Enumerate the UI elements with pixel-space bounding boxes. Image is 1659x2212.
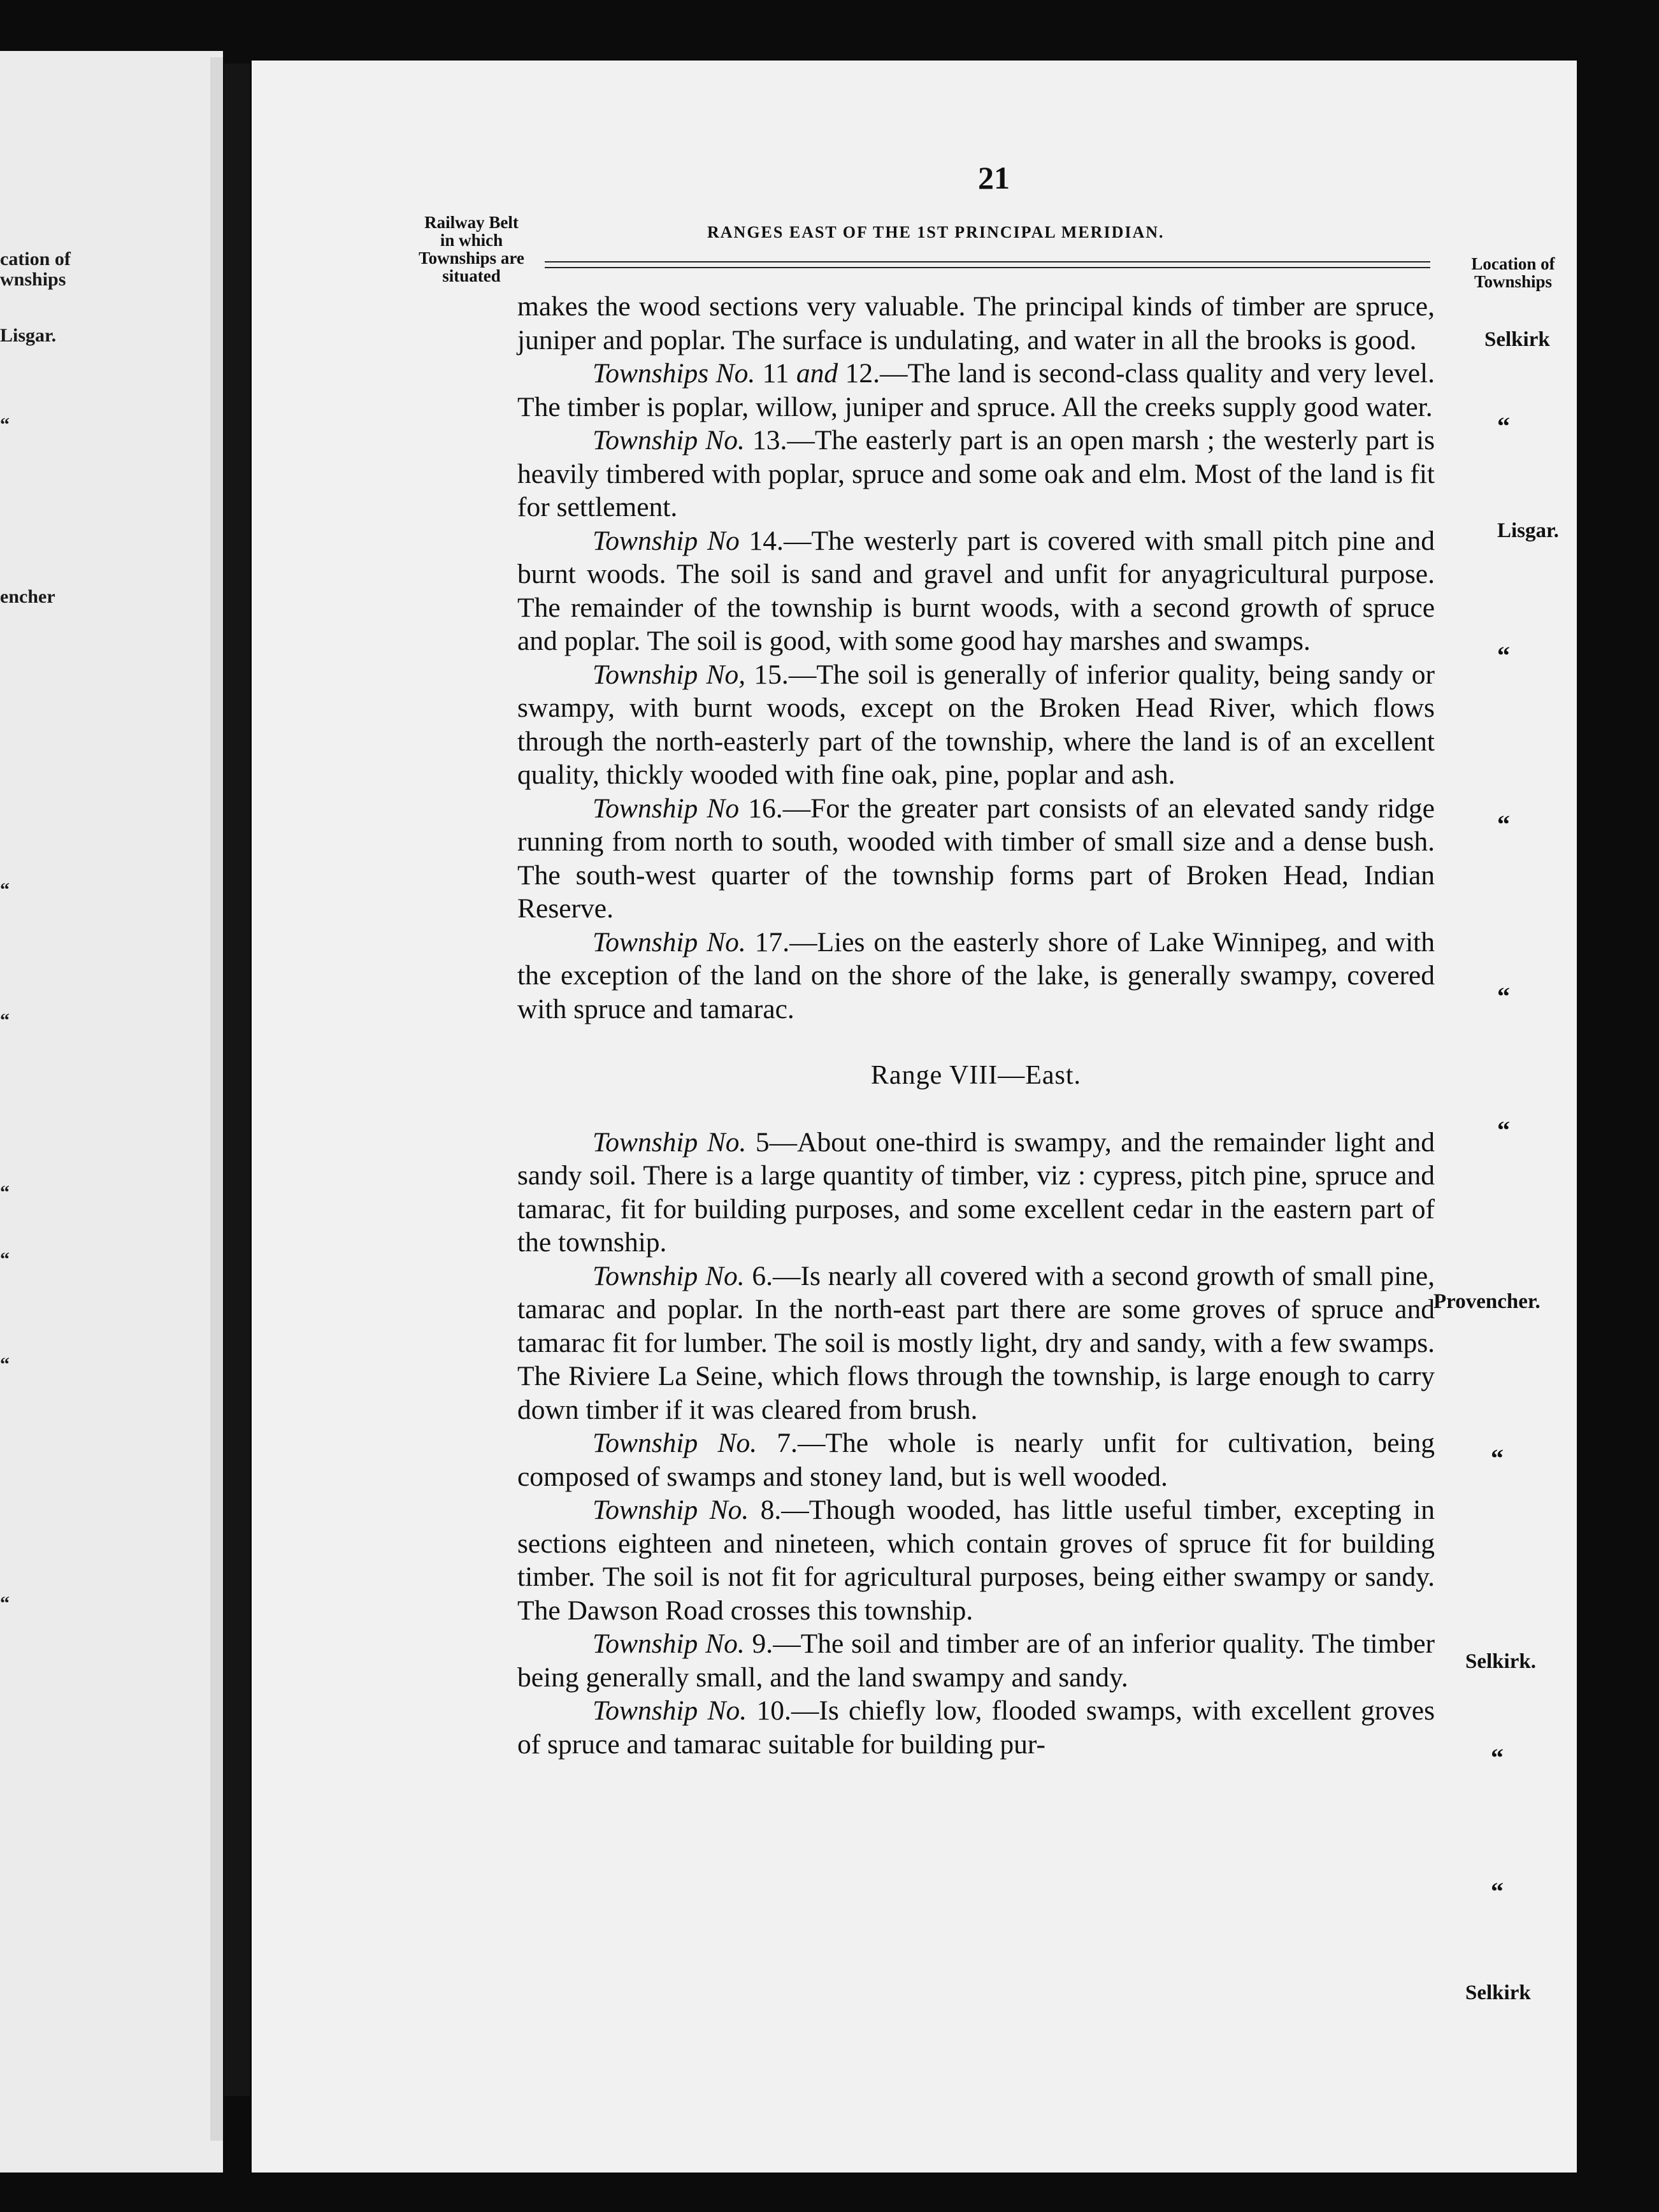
left-page-fragment: encher [0, 586, 55, 607]
location-margin-note: Lisgar. [1497, 519, 1559, 542]
township-label: Township No. [592, 926, 746, 958]
township-label: Township No [592, 525, 740, 556]
paragraph-text: —The easterly part is an open marsh ; the westerly part is heavily timbered with poplar, spruce and some oak and elm. Most of the land is fit for settlement. [517, 425, 1435, 522]
paragraph-text: —The soil is generally of inferior quality, being sandy or swampy, with burnt woods, except on the Broken Head River, which flows through the north-easterly part of the township, where the land is of an excellent quality, thickly wooded with fine oak, pine, poplar and ash. [517, 659, 1435, 790]
left-page-fragment: “ [0, 414, 10, 435]
paragraph [517, 524, 1435, 658]
range-heading: Range VIII—East. [870, 1061, 1082, 1090]
left-page-fragment: cation of [0, 248, 71, 269]
township-label: Township No. [592, 1260, 745, 1291]
township-label: Township No. [592, 1495, 749, 1525]
township-label: Township No. [592, 1628, 745, 1659]
location-margin-note: Provencher. [1433, 1290, 1540, 1313]
header-left-line: Railway Belt [424, 213, 519, 232]
township-number: 12. [838, 358, 880, 389]
township-number: 16. [739, 793, 783, 824]
paragraph-text: —Though wooded, has little useful timber, excepting in sections eighteen and nineteen, which contain groves of spruce fit for building timber. The soil is not fit for agricultural purposes, being either swampy or sandy. The Dawson Road crosses this township. [517, 1495, 1435, 1626]
left-page-fragment: Lisgar. [0, 325, 57, 346]
page-number: 21 [978, 160, 1010, 196]
paragraph [517, 1694, 1435, 1761]
township-label: Township No. [592, 1126, 747, 1158]
paragraph-text: —The whole is nearly unfit for cultivation, being composed of swamps and stoney land, but is well wooded. [517, 1428, 1435, 1492]
location-margin-note: Selkirk [1484, 328, 1550, 351]
header-right-line: Location of [1471, 254, 1555, 273]
header-rule [545, 261, 1430, 268]
header-right-line: Townships [1474, 272, 1553, 291]
left-page-fragment: “ [0, 1010, 10, 1031]
location-margin-note: “ [1491, 1877, 1504, 1906]
paragraph [517, 1627, 1435, 1694]
township-label: Township No [592, 793, 740, 824]
location-margin-note: “ [1497, 641, 1510, 670]
location-margin-note: “ [1497, 982, 1510, 1010]
township-number: 7. [757, 1428, 798, 1458]
paragraph [517, 1260, 1435, 1427]
township-number: 6. [744, 1260, 773, 1291]
paragraph-text: —The westerly part is covered with small pitch pine and burnt woods. The soil is sand and gravel and unfit for anyagricultural purpose. The remainder of the township is burnt woods, with a second growth of spruce and poplar. The soil is good, with some good hay marshes and swamps. [517, 525, 1435, 656]
paragraph-text: —Is chiefly low, flooded swamps, with excellent groves of spruce and tamarac suitable for building pur- [517, 1695, 1435, 1760]
paragraph-text: —About one-third is swampy, and the remainder light and sandy soil. There is a large quantity of timber, viz : cypress, pitch pine, spruce and tamarac, fit for building purposes, and some excellent cedar in the eastern part of the township. [517, 1126, 1435, 1258]
paragraph-text: —Is nearly all covered with a second growth of small pine, tamarac and poplar. In the north-east part there are some groves of spruce and tamarac fit for lumber. The soil is mostly light, dry and sandy, with a few swamps. The Riviere La Seine, which flows through the township, is large enough to carry down timber if it was cleared from brush. [517, 1260, 1435, 1425]
township-label: Township No, [592, 659, 746, 690]
paragraph: makes the wood sections very valuable. The principal kinds of timber are spruce, juniper and poplar. The surface is undulating, and water in all the brooks is good. [517, 291, 1435, 356]
township-number: 9. [744, 1628, 773, 1659]
paragraph [517, 1426, 1435, 1493]
township-number: 15. [745, 659, 789, 690]
paragraph [517, 424, 1435, 524]
page-fold [210, 57, 223, 2141]
township-number: 11 [755, 358, 796, 389]
location-margin-note: “ [1497, 412, 1510, 440]
location-margin-note: Selkirk [1465, 1981, 1531, 2004]
township-number: 17. [745, 926, 790, 958]
left-page-fragment: “ [0, 1354, 10, 1375]
left-page-fragment: “ [0, 879, 10, 900]
township-number: 10. [747, 1695, 791, 1726]
paragraph [517, 926, 1435, 1026]
paragraph [517, 1493, 1435, 1627]
book-gutter [224, 64, 250, 2096]
township-label: Township No. [592, 1428, 758, 1458]
location-margin-note: “ [1491, 1444, 1504, 1472]
header-railway-belt [395, 213, 548, 285]
location-margin-note: Selkirk. [1465, 1650, 1536, 1673]
paragraph [517, 792, 1435, 926]
location-margin-note: “ [1491, 1743, 1504, 1772]
township-number: 13. [744, 425, 787, 456]
paragraph [517, 357, 1435, 424]
location-margin-note: “ [1497, 1116, 1510, 1144]
header-left-line: situated [442, 266, 501, 285]
township-number: 14. [739, 525, 784, 556]
left-page-edge [0, 51, 223, 2172]
left-page-fragment: “ [0, 1182, 10, 1203]
left-page-fragment: “ [0, 1249, 10, 1270]
left-page-fragment: “ [0, 1593, 10, 1614]
paragraph-text: —The soil and timber are of an inferior quality. The timber being generally small, and the land swampy and sandy. [517, 1628, 1435, 1693]
conjunction: and [796, 358, 838, 389]
header-left-line: Townships are [419, 248, 524, 268]
township-number: 5 [746, 1126, 770, 1158]
paragraph-text: —For the greater part consists of an elevated sandy ridge running from north to south, wooded with timber of small size and a dense bush. The south-west quarter of the township forms part of Broken Head, Indian Reserve. [517, 793, 1435, 924]
township-label: Township No. [592, 425, 745, 456]
header-location-of-townships [1456, 255, 1570, 291]
paragraph-text: —Lies on the easterly shore of Lake Winnipeg, and with the exception of the land on the shore of the lake, is generally swampy, covered with spruce and tamarac. [517, 926, 1435, 1024]
township-label: Township No. [592, 1695, 747, 1726]
left-page-fragment: wnships [0, 269, 66, 290]
paragraph [517, 1126, 1435, 1260]
township-label: Townships No. [592, 358, 756, 389]
body-text [517, 290, 1435, 1761]
running-head: RANGES EAST OF THE 1ST PRINCIPAL MERIDIAN. [707, 223, 1165, 241]
location-margin-note: “ [1497, 810, 1510, 838]
header-left-line: in which [440, 231, 503, 250]
township-number: 8. [749, 1495, 782, 1525]
paragraph [517, 658, 1435, 792]
paragraph-text: —The land is second-class quality and very level. The timber is poplar, willow, juniper and spruce. All the creeks supply good water. [517, 358, 1435, 422]
